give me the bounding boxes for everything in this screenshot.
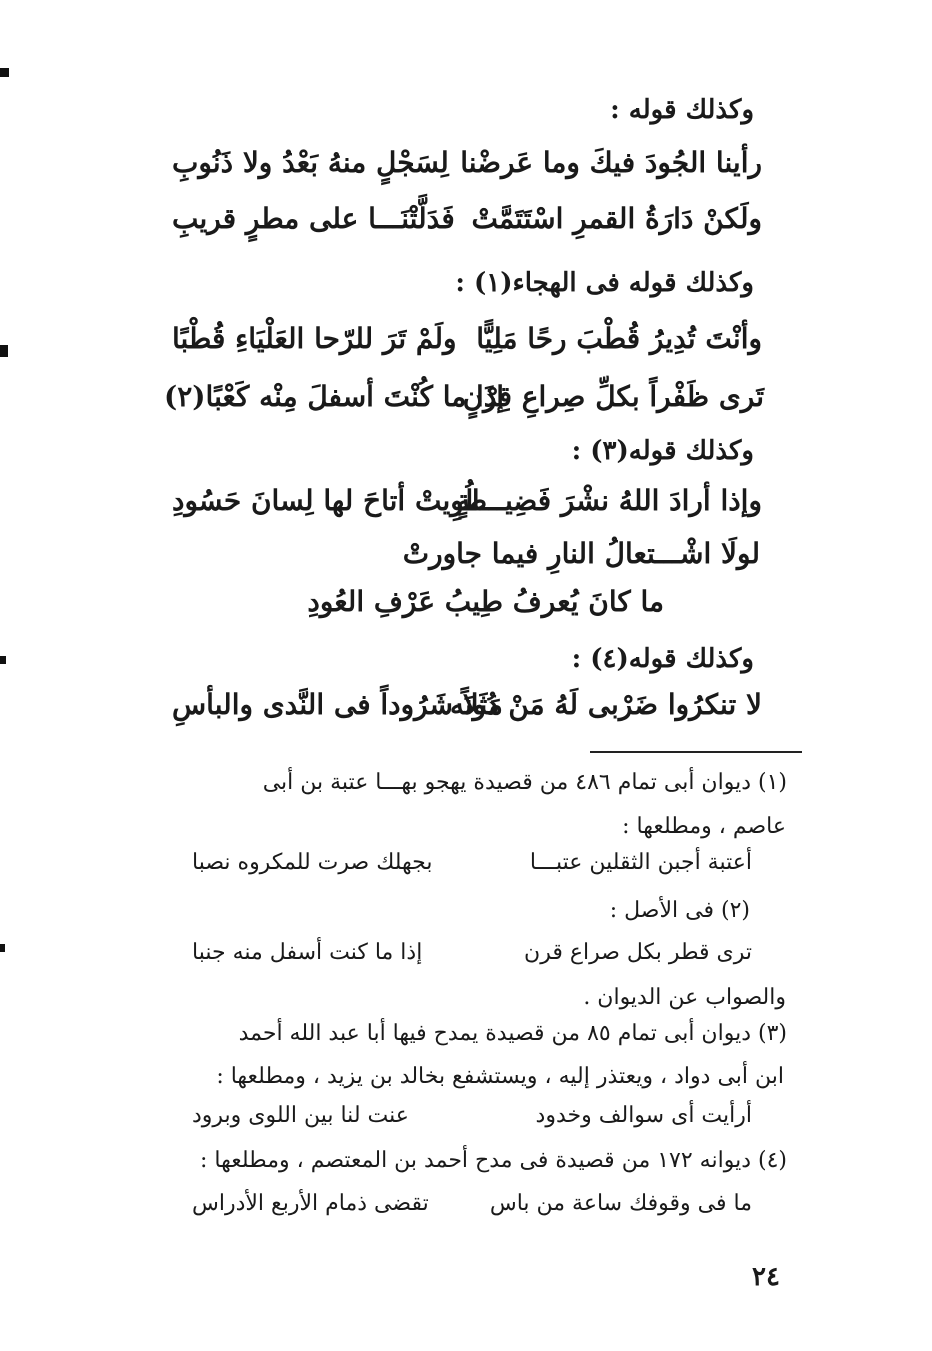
verse-hemistich-second: طُوِيتْ أتاحَ لها لِسانَ حَسُودِ (172, 484, 487, 517)
footnote-hemistich-first: أرأيت أى سوالف وخدود (535, 1103, 752, 1128)
verse-hemistich-second: فَدَلَّتْنَـــا على مطرٍ قريبِ (172, 202, 455, 235)
page-number: ٢٤ (752, 1262, 780, 1292)
footnote-hemistich-first: ما فى وقوفك ساعة من باس (489, 1191, 752, 1216)
verse-line-single: ما كانَ يُعرفُ طِيبُ عَرْفِ العُودِ (307, 585, 664, 618)
verse-hemistich-first: ولَكنْ دَارَةُ القمرِ اسْتَتَمَّتْ (471, 202, 762, 235)
footnote-hemistich-second: عنت لنا بين اللوى وبرود (192, 1103, 409, 1128)
footnote-line: (٤) ديوانه ١٧٢ من قصيدة فى مدح أحمد بن المعتصم ، ومطلعها : (200, 1148, 787, 1173)
verse-line-single: لولَا اشْـــتعالُ النارِ فيما جاورتْ (402, 537, 760, 570)
footnote-line: (١) ديوان أبى تمام ٤٨٦ من قصيدة يهجو بهـــا عتبة بن أبى (262, 770, 787, 795)
verse-hemistich-first: وأنْتَ تُدِيرُ قُطْبَ رحًا مَلِيًّا (476, 322, 762, 355)
verse-hemistich-second: مَثَلاً شَرُوداً فى النَّدى والبأسِ (172, 688, 503, 721)
footnote-verse (192, 850, 752, 884)
scan-edge-mark (0, 944, 5, 952)
footnote-line: والصواب عن الديوان . (583, 985, 786, 1010)
scan-edge-mark (0, 68, 9, 77)
scan-edge-mark (0, 656, 6, 664)
verse-line (172, 688, 762, 732)
footnote-verse (192, 940, 752, 974)
verse-hemistich-first: رأينا الجُودَ فيكَ وما عَرضْنا (460, 146, 762, 179)
footnote-line: (٢) فى الأصل : (609, 898, 750, 923)
footnote-hemistich-first: ترى قطر بكل صراع قرن (524, 940, 752, 965)
verse-line (172, 322, 762, 366)
intro-line: وكذلك قوله فى الهجاء(١) : (455, 268, 754, 298)
footnote-verse (192, 1103, 752, 1137)
footnote-verse (192, 1191, 752, 1225)
footnote-hemistich-first: أعتبة أجبن الثقلين عتبـــا (529, 850, 752, 875)
footnote-line: ابن أبى دواد ، ويعتذر إليه ، ويستشفع بخالد بن يزيد ، ومطلعها : (216, 1064, 784, 1089)
verse-hemistich-first: وإذا أرادَ اللهُ نشْرَ فَضِيـــلةٍ (456, 484, 762, 517)
footnote-separator (590, 751, 802, 753)
footnote-hemistich-second: إذا ما كنت أسفل منه جنبا (192, 940, 423, 965)
footnote-hemistich-second: بجهلك صرت للمكروه نصبا (192, 850, 433, 875)
verse-hemistich-second: ولَمْ تَرَ للرّحا العَلْيَاءِ قُطْبًا (172, 322, 457, 355)
intro-line: وكذلك قوله(٤) : (571, 644, 754, 674)
verse-hemistich-first: لا تنكرُوا ضَرْبى لَهُ مَنْ دُونَه (449, 688, 762, 721)
verse-hemistich-second: لِسَجْلٍ منهُ بَعْدُ ولا ذَنُوبِ (172, 146, 449, 179)
footnote-hemistich-second: تقضى ذمام الأربع الأدراس (192, 1191, 429, 1216)
footnote-line: عاصم ، ومطلعها : (622, 814, 786, 839)
intro-line: وكذلك قوله : (610, 95, 754, 125)
verse-hemistich-first: تَرى ظَفْراً بكلِّ صِراعِ قِرْنٍ (462, 380, 764, 413)
verse-line (172, 202, 762, 246)
verse-line (164, 380, 764, 424)
verse-line (172, 146, 762, 190)
scan-edge-mark (0, 345, 8, 357)
verse-line (172, 484, 762, 528)
intro-line: وكذلك قوله(٣) : (571, 436, 754, 466)
footnote-line: (٣) ديوان أبى تمام ٨٥ من قصيدة يمدح فيها أبا عبد الله أحمد (238, 1021, 787, 1046)
verse-hemistich-second: إذَا ما كُنْتَ أسفلَ مِنْه كَعْبًا(٢) (164, 380, 505, 413)
